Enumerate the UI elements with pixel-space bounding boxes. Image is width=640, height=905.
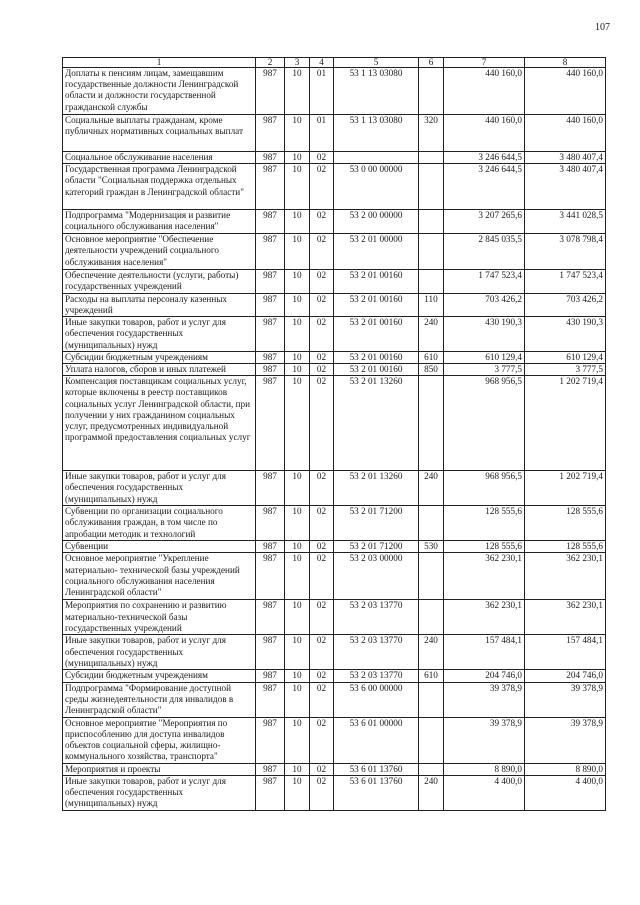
header-cell: 4: [310, 58, 334, 68]
cell-rz: 10: [285, 68, 310, 115]
cell-sum2: 3 078 798,4: [525, 234, 606, 270]
cell-csr: 53 2 03 13770: [334, 670, 419, 682]
cell-name: Подпрограмма "Модернизация и развитие социального обслуживания населения": [63, 210, 256, 234]
cell-csr: 53 2 01 00160: [334, 317, 419, 352]
cell-vr: [419, 682, 444, 717]
cell-sum1: 2 845 035,5: [444, 234, 525, 270]
cell-ved: 987: [256, 376, 285, 471]
cell-vr: 850: [419, 363, 444, 375]
cell-sum1: 968 956,5: [444, 471, 525, 506]
cell-rz: 10: [285, 541, 310, 553]
cell-sum2: 39 378,9: [525, 682, 606, 717]
budget-table: [62, 57, 606, 811]
cell-csr: 53 6 00 00000: [334, 682, 419, 717]
cell-sum2: 39 378,9: [525, 717, 606, 763]
cell-ved: 987: [256, 553, 285, 600]
table-row: [63, 234, 606, 270]
cell-sum1: 4 400,0: [444, 775, 525, 810]
cell-ved: 987: [256, 682, 285, 717]
cell-ved: 987: [256, 506, 285, 541]
cell-sum1: 157 484,1: [444, 635, 525, 670]
cell-csr: 53 2 01 00160: [334, 270, 419, 293]
cell-ved: 987: [256, 234, 285, 270]
cell-vr: 110: [419, 293, 444, 316]
cell-ved: 987: [256, 363, 285, 375]
cell-sum1: 1 747 523,4: [444, 270, 525, 293]
cell-sum2: 362 230,1: [525, 553, 606, 600]
cell-name: Подпрограмма "Формирование доступной среды жизнедеятельности для инвалидов в Ленинградской области": [63, 682, 256, 717]
cell-pr: 02: [310, 717, 334, 763]
cell-csr: 53 2 03 00000: [334, 553, 419, 600]
cell-sum1: 39 378,9: [444, 682, 525, 717]
cell-pr: 02: [310, 210, 334, 234]
table-header-row: [63, 58, 606, 68]
cell-vr: [419, 152, 444, 164]
table-row: [63, 763, 606, 775]
cell-vr: 240: [419, 317, 444, 352]
header-cell: 6: [419, 58, 444, 68]
cell-pr: 02: [310, 164, 334, 210]
cell-pr: 01: [310, 115, 334, 152]
cell-sum1: 440 160,0: [444, 68, 525, 115]
table-row: [63, 506, 606, 541]
page-number: 107: [595, 22, 610, 33]
cell-sum2: 440 160,0: [525, 115, 606, 152]
cell-name: Социальное обслуживание населения: [63, 152, 256, 164]
cell-sum2: 1 202 719,4: [525, 376, 606, 471]
cell-rz: 10: [285, 164, 310, 210]
table-row: [63, 553, 606, 600]
cell-rz: 10: [285, 670, 310, 682]
cell-pr: 02: [310, 351, 334, 363]
cell-vr: 240: [419, 635, 444, 670]
cell-pr: 02: [310, 763, 334, 775]
cell-pr: 02: [310, 293, 334, 316]
table-row: [63, 717, 606, 763]
cell-csr: 53 2 01 00000: [334, 234, 419, 270]
cell-csr: 53 2 01 00160: [334, 293, 419, 316]
cell-sum2: 157 484,1: [525, 635, 606, 670]
cell-sum1: 128 555,6: [444, 541, 525, 553]
header-cell: 1: [63, 58, 256, 68]
cell-sum2: 128 555,6: [525, 506, 606, 541]
table-row: [63, 376, 606, 471]
cell-pr: 02: [310, 553, 334, 600]
table-row: [63, 152, 606, 164]
cell-sum1: 204 746,0: [444, 670, 525, 682]
cell-rz: 10: [285, 600, 310, 635]
cell-pr: 02: [310, 670, 334, 682]
cell-pr: 02: [310, 363, 334, 375]
cell-pr: 02: [310, 506, 334, 541]
cell-csr: 53 2 03 13770: [334, 635, 419, 670]
cell-ved: 987: [256, 68, 285, 115]
cell-name: Расходы на выплаты персоналу казенных учреждений: [63, 293, 256, 316]
cell-sum2: 703 426,2: [525, 293, 606, 316]
cell-name: Доплаты к пенсиям лицам, замещавшим государственные должности Ленинградской области и должности государственной гражданской службы: [63, 68, 256, 115]
table-row: [63, 775, 606, 810]
cell-pr: 02: [310, 635, 334, 670]
cell-name: Субсидии бюджетным учреждениям: [63, 351, 256, 363]
header-cell: 2: [256, 58, 285, 68]
cell-rz: 10: [285, 635, 310, 670]
cell-rz: 10: [285, 682, 310, 717]
cell-ved: 987: [256, 351, 285, 363]
cell-ved: 987: [256, 775, 285, 810]
cell-ved: 987: [256, 270, 285, 293]
cell-ved: 987: [256, 600, 285, 635]
cell-pr: 02: [310, 270, 334, 293]
cell-name: Субсидии бюджетным учреждениям: [63, 670, 256, 682]
cell-sum1: 703 426,2: [444, 293, 525, 316]
header-cell: 7: [444, 58, 525, 68]
cell-sum2: 362 230,1: [525, 600, 606, 635]
cell-pr: 02: [310, 682, 334, 717]
cell-csr: 53 6 01 00000: [334, 717, 419, 763]
cell-sum1: 362 230,1: [444, 600, 525, 635]
cell-sum1: 3 246 644,5: [444, 164, 525, 210]
cell-vr: [419, 234, 444, 270]
cell-ved: 987: [256, 115, 285, 152]
cell-sum2: 3 480 407,4: [525, 152, 606, 164]
table-row: [63, 270, 606, 293]
cell-vr: 320: [419, 115, 444, 152]
cell-sum2: 3 441 028,5: [525, 210, 606, 234]
cell-pr: 02: [310, 600, 334, 635]
header-cell: 8: [525, 58, 606, 68]
table-row: [63, 164, 606, 210]
cell-sum1: 440 160,0: [444, 115, 525, 152]
cell-name: Мероприятия и проекты: [63, 763, 256, 775]
cell-ved: 987: [256, 317, 285, 352]
cell-sum2: 204 746,0: [525, 670, 606, 682]
table-row: [63, 682, 606, 717]
cell-name: Основное мероприятие "Обеспечение деятельности учреждений социального обслуживания населения": [63, 234, 256, 270]
cell-name: Иные закупки товаров, работ и услуг для обеспечения государственных (муниципальных) нужд: [63, 775, 256, 810]
table-row: [63, 210, 606, 234]
cell-rz: 10: [285, 775, 310, 810]
cell-name: Субвенции: [63, 541, 256, 553]
cell-pr: 02: [310, 471, 334, 506]
cell-vr: 240: [419, 775, 444, 810]
cell-sum2: 128 555,6: [525, 541, 606, 553]
cell-csr: 53 6 01 13760: [334, 763, 419, 775]
table-row: [63, 351, 606, 363]
cell-name: Основное мероприятие "Укрепление материально- технической базы учреждений социального обслуживания населения Ленинградской области": [63, 553, 256, 600]
cell-name: Компенсация поставщикам социальных услуг, которые включены в реестр поставщиков социальных услуг Ленинградской области, при получении у них гражданином социальных услуг, предусмотренных индивидуальной программой предоставления социальных услуг: [63, 376, 256, 471]
cell-csr: 53 2 00 00000: [334, 210, 419, 234]
cell-name: Основное мероприятие "Мероприятия по приспособлению для доступа инвалидов объектов социальной сферы, жилищно-коммунального хозяйства, транспорта": [63, 717, 256, 763]
cell-pr: 01: [310, 68, 334, 115]
header-cell: 3: [285, 58, 310, 68]
cell-sum1: 3 207 265,6: [444, 210, 525, 234]
cell-name: Иные закупки товаров, работ и услуг для обеспечения государственных (муниципальных) нужд: [63, 471, 256, 506]
cell-ved: 987: [256, 471, 285, 506]
cell-sum2: 1 202 719,4: [525, 471, 606, 506]
cell-pr: 02: [310, 234, 334, 270]
cell-sum2: 3 777,5: [525, 363, 606, 375]
cell-rz: 10: [285, 363, 310, 375]
cell-sum1: 362 230,1: [444, 553, 525, 600]
cell-csr: 53 6 01 13760: [334, 775, 419, 810]
cell-vr: [419, 270, 444, 293]
cell-sum1: 8 890,0: [444, 763, 525, 775]
table-row: [63, 541, 606, 553]
cell-vr: [419, 376, 444, 471]
cell-name: Социальные выплаты гражданам, кроме публичных нормативных социальных выплат: [63, 115, 256, 152]
cell-pr: 02: [310, 541, 334, 553]
table-row: [63, 471, 606, 506]
cell-rz: 10: [285, 376, 310, 471]
cell-ved: 987: [256, 164, 285, 210]
cell-pr: 02: [310, 317, 334, 352]
cell-vr: 610: [419, 351, 444, 363]
cell-sum2: 1 747 523,4: [525, 270, 606, 293]
cell-csr: [334, 152, 419, 164]
cell-rz: 10: [285, 152, 310, 164]
cell-rz: 10: [285, 763, 310, 775]
table-row: [63, 293, 606, 316]
cell-sum2: 430 190,3: [525, 317, 606, 352]
cell-rz: 10: [285, 317, 310, 352]
table-row: [63, 363, 606, 375]
table-row: [63, 635, 606, 670]
cell-vr: [419, 763, 444, 775]
cell-rz: 10: [285, 234, 310, 270]
cell-vr: 610: [419, 670, 444, 682]
cell-csr: 53 2 01 00160: [334, 363, 419, 375]
cell-ved: 987: [256, 635, 285, 670]
header-cell: 5: [334, 58, 419, 68]
cell-name: Государственная программа Ленинградской области "Социальная поддержка отдельных категорий граждан в Ленинградской области": [63, 164, 256, 210]
cell-rz: 10: [285, 115, 310, 152]
cell-ved: 987: [256, 152, 285, 164]
cell-csr: 53 2 01 00160: [334, 351, 419, 363]
cell-rz: 10: [285, 351, 310, 363]
table-row: [63, 115, 606, 152]
cell-ved: 987: [256, 210, 285, 234]
cell-sum1: 3 777,5: [444, 363, 525, 375]
cell-ved: 987: [256, 670, 285, 682]
cell-rz: 10: [285, 717, 310, 763]
cell-rz: 10: [285, 270, 310, 293]
cell-vr: [419, 600, 444, 635]
cell-ved: 987: [256, 541, 285, 553]
cell-sum1: 430 190,3: [444, 317, 525, 352]
cell-sum2: 8 890,0: [525, 763, 606, 775]
cell-sum1: 3 246 644,5: [444, 152, 525, 164]
cell-csr: 53 1 13 03080: [334, 68, 419, 115]
cell-vr: [419, 210, 444, 234]
cell-sum2: 3 480 407,4: [525, 164, 606, 210]
table-row: [63, 68, 606, 115]
cell-csr: 53 2 01 13260: [334, 376, 419, 471]
cell-pr: 02: [310, 152, 334, 164]
cell-csr: 53 0 00 00000: [334, 164, 419, 210]
cell-name: Иные закупки товаров, работ и услуг для обеспечения государственных (муниципальных) нужд: [63, 635, 256, 670]
cell-pr: 02: [310, 376, 334, 471]
cell-rz: 10: [285, 471, 310, 506]
cell-name: Обеспечение деятельности (услуги, работы) государственных учреждений: [63, 270, 256, 293]
cell-ved: 987: [256, 293, 285, 316]
cell-sum1: 39 378,9: [444, 717, 525, 763]
cell-sum2: 4 400,0: [525, 775, 606, 810]
cell-vr: 240: [419, 471, 444, 506]
cell-name: Иные закупки товаров, работ и услуг для обеспечения государственных (муниципальных) нужд: [63, 317, 256, 352]
cell-rz: 10: [285, 210, 310, 234]
cell-pr: 02: [310, 775, 334, 810]
cell-name: Субвенции по организации социального обслуживания граждан, в том числе по апробации методик и технологий: [63, 506, 256, 541]
cell-csr: 53 2 03 13770: [334, 600, 419, 635]
cell-name: Уплата налогов, сборов и иных платежей: [63, 363, 256, 375]
cell-sum2: 440 160,0: [525, 68, 606, 115]
table-row: [63, 317, 606, 352]
cell-vr: [419, 506, 444, 541]
cell-vr: [419, 68, 444, 115]
cell-rz: 10: [285, 506, 310, 541]
cell-name: Мероприятия по сохранению и развитию материально-технической базы государственных учреждений: [63, 600, 256, 635]
cell-sum1: 968 956,5: [444, 376, 525, 471]
cell-vr: [419, 553, 444, 600]
cell-csr: 53 2 01 71200: [334, 541, 419, 553]
cell-csr: 53 2 01 13260: [334, 471, 419, 506]
cell-ved: 987: [256, 717, 285, 763]
cell-vr: [419, 717, 444, 763]
table-row: [63, 670, 606, 682]
cell-rz: 10: [285, 293, 310, 316]
cell-vr: [419, 164, 444, 210]
cell-sum1: 610 129,4: [444, 351, 525, 363]
table-row: [63, 600, 606, 635]
cell-sum2: 610 129,4: [525, 351, 606, 363]
cell-ved: 987: [256, 763, 285, 775]
cell-sum1: 128 555,6: [444, 506, 525, 541]
cell-csr: 53 1 13 03080: [334, 115, 419, 152]
cell-vr: 530: [419, 541, 444, 553]
cell-rz: 10: [285, 553, 310, 600]
cell-csr: 53 2 01 71200: [334, 506, 419, 541]
